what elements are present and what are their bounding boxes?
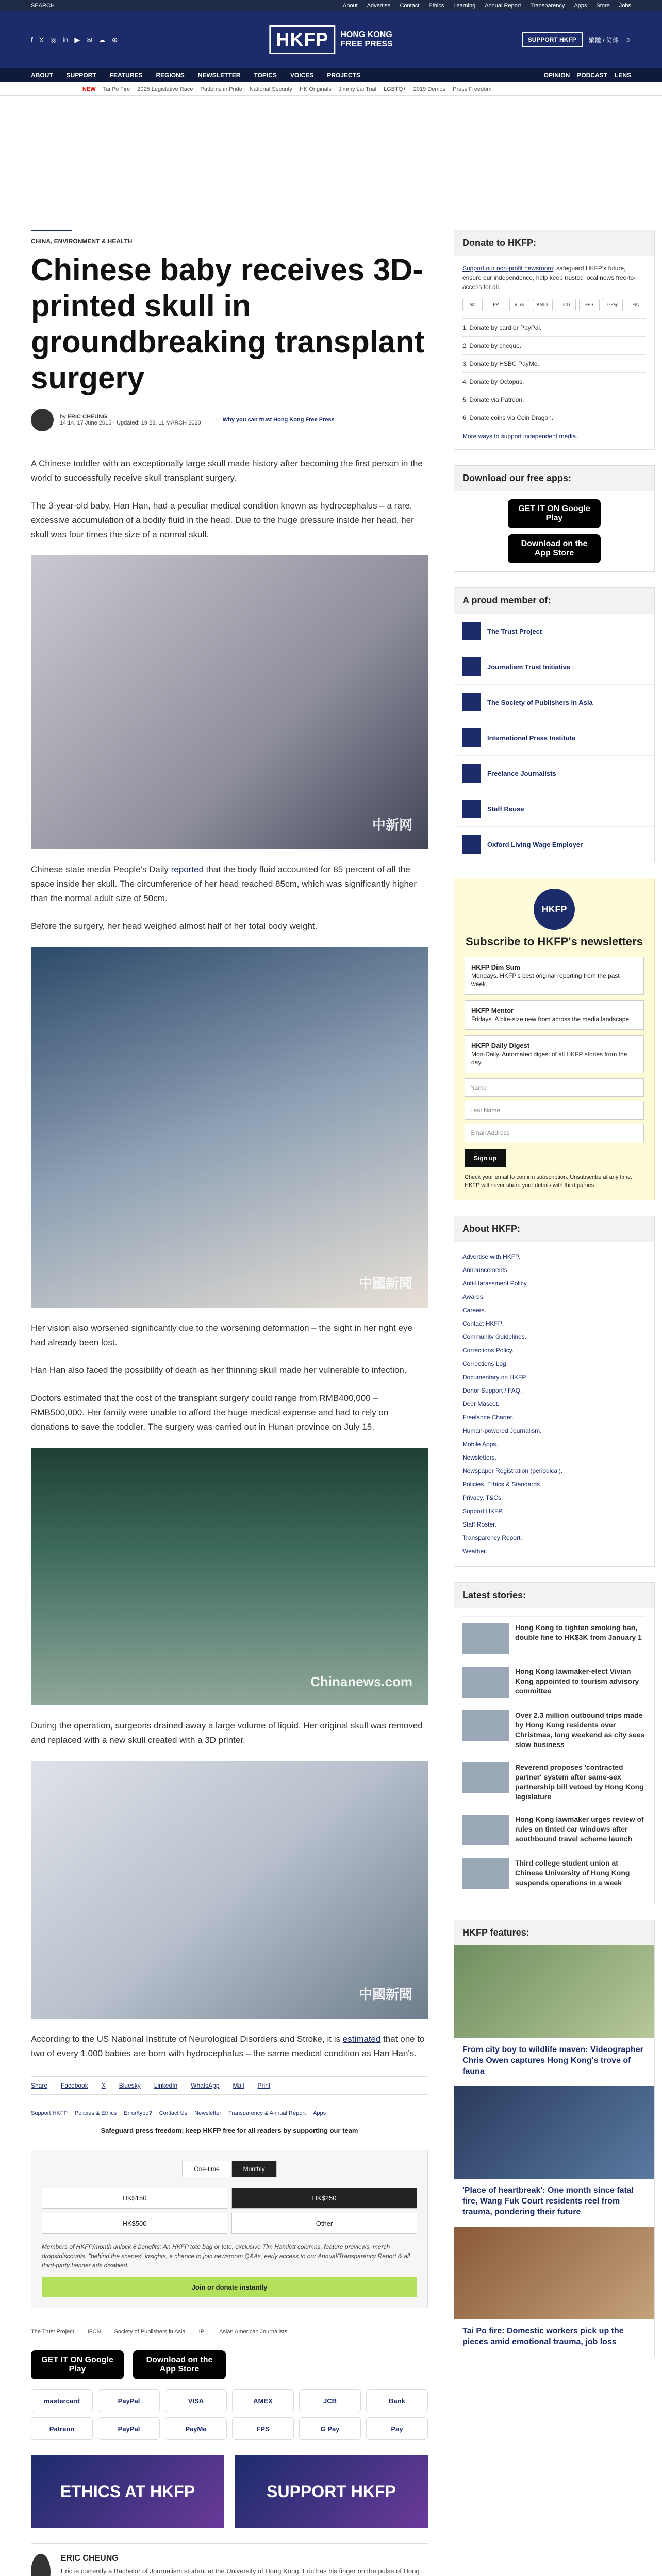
social-icons bbox=[31, 36, 118, 44]
option-desc: Fridays. A bite-size new from across the media landscape. bbox=[471, 1015, 631, 1023]
email-input[interactable]: Email Address bbox=[465, 1124, 644, 1142]
share-bluesky[interactable]: Bluesky bbox=[119, 2082, 141, 2089]
newsletter-signup bbox=[454, 878, 655, 1200]
amount-option[interactable]: HK$500 bbox=[42, 2213, 227, 2234]
story-title: Reverend proposes 'contracted partner' system after same-sex partnership bill vetoed by Hong Kong legislature bbox=[515, 1763, 644, 1801]
latest-story[interactable] bbox=[462, 1704, 646, 1756]
logo-line1: HONG KONG bbox=[340, 30, 392, 39]
story-title: Hong Kong lawmaker urges review of rules on tinted car windows after southbound travel scheme launch bbox=[515, 1815, 644, 1843]
paragraph: Her vision also worsened significantly due to the worsening deformation – the sight in her right eye had already been lost. bbox=[31, 1323, 412, 1347]
newsletter-title: Subscribe to HKFP's newsletters bbox=[466, 935, 643, 948]
members-sidebar-box bbox=[454, 587, 655, 862]
article-photo-baby bbox=[31, 555, 428, 849]
about-link[interactable]: Support HKFP. bbox=[462, 1507, 504, 1515]
story-thumbnail bbox=[462, 1762, 509, 1793]
top-link[interactable]: Apps bbox=[574, 3, 587, 9]
footer-link[interactable]: Error/typo? bbox=[124, 2110, 152, 2116]
member-name: Oxford Living Wage Employer bbox=[487, 840, 583, 849]
ethics-banner[interactable]: ETHICS AT HKFP bbox=[31, 2455, 224, 2528]
donate-step[interactable]: 5. Donate via Patreon. bbox=[462, 391, 646, 409]
about-link[interactable]: Weather. bbox=[462, 1548, 487, 1555]
paragraph-text: According to the US National Institute of Neurological Disorders and Stroke, it is bbox=[31, 2034, 343, 2044]
about-link[interactable]: Announcements. bbox=[462, 1266, 509, 1274]
member-icon bbox=[462, 693, 481, 711]
trending-item[interactable]: Jimmy Lai Trial bbox=[338, 86, 377, 92]
about-heading: About HKFP: bbox=[454, 1216, 654, 1242]
trending-item[interactable]: Patterns in Pride bbox=[200, 86, 242, 92]
nav-voices[interactable]: VOICES bbox=[290, 72, 314, 79]
payme-icon[interactable]: PayMe bbox=[165, 2417, 227, 2440]
article bbox=[31, 230, 428, 2576]
logo-line2: FREE PRESS bbox=[340, 40, 393, 48]
amex-icon[interactable]: AMEX bbox=[232, 2389, 294, 2412]
page-body bbox=[0, 230, 662, 2576]
payment-methods bbox=[31, 2389, 428, 2440]
latest-story[interactable] bbox=[462, 1756, 646, 1808]
donate-step[interactable]: 3. Donate by HSBC PayMe. bbox=[462, 354, 646, 372]
apple-pay-icon[interactable]: Pay bbox=[366, 2417, 428, 2440]
sidebar bbox=[454, 230, 655, 2576]
story-thumbnail bbox=[462, 1815, 509, 1845]
footer-link[interactable]: Support HKFP bbox=[31, 2110, 68, 2116]
author-box-name[interactable]: ERIC CHEUNG bbox=[60, 2554, 119, 2563]
app-store-badge[interactable]: Download on the App Store bbox=[133, 2350, 226, 2379]
apps-sidebar-box bbox=[454, 465, 655, 572]
last-name-input[interactable]: Last Name bbox=[465, 1101, 644, 1120]
amount-options bbox=[42, 2188, 417, 2234]
paypal-icon[interactable]: PayPal bbox=[98, 2389, 160, 2412]
option-desc: Mon-Daily. Automated digest of all HKFP stories from the day. bbox=[471, 1050, 627, 1066]
photo-watermark: 中國新聞 bbox=[358, 1987, 412, 2002]
feature-title[interactable]: 'Place of heartbreak': One month since fatal fire, Wang Fuk Court residents reel from trauma, pondering their future bbox=[462, 2186, 634, 2216]
share-label: Share bbox=[31, 2082, 48, 2089]
language-switch[interactable]: 繁體 / 简体 bbox=[588, 36, 619, 44]
author-avatar bbox=[31, 409, 54, 431]
reported-link[interactable]: reported bbox=[171, 865, 204, 874]
nav-podcast[interactable]: PODCAST bbox=[577, 72, 607, 79]
donate-step[interactable]: 6. Donate coins via Coin Dragon. bbox=[462, 409, 646, 427]
top-link[interactable]: Jobs bbox=[619, 3, 631, 9]
fps-icon[interactable]: FPS bbox=[579, 299, 599, 311]
feature-title[interactable]: Tai Po fire: Domestic workers pick up the pieces amid emotional trauma, job loss bbox=[462, 2327, 624, 2346]
top-link[interactable]: Ethics bbox=[428, 3, 444, 9]
top-link[interactable]: Store bbox=[596, 3, 610, 9]
main-nav bbox=[0, 68, 662, 82]
share-linkedin[interactable]: LinkedIn bbox=[154, 2082, 178, 2089]
features-box bbox=[454, 1920, 655, 2357]
article-category[interactable]: CHINA, ENVIRONMENT & HEALTH bbox=[31, 230, 72, 245]
apple-pay-icon[interactable]: Pay bbox=[626, 299, 646, 311]
nav-features[interactable]: FEATURES bbox=[109, 72, 143, 79]
about-link[interactable]: Newsletters. bbox=[462, 1454, 497, 1461]
photo-watermark: Chinanews.com bbox=[310, 1674, 412, 1689]
nav-opinion[interactable]: OPINION bbox=[543, 72, 570, 79]
instagram-icon[interactable]: ◎ bbox=[50, 35, 57, 44]
nav-support[interactable]: SUPPORT bbox=[66, 72, 96, 79]
about-link[interactable]: Mobile Apps. bbox=[462, 1440, 498, 1448]
paragraph-text: that the body fluid accounted for 85 percent of all the space inside her skull. The circumference of her head reached 85cm, which was significantly higher than the normal adult size of 50cm. bbox=[31, 865, 417, 903]
trending-item[interactable]: National Security bbox=[249, 86, 292, 92]
donate-steps bbox=[462, 318, 646, 427]
join-donate-button[interactable]: Join or donate instantly bbox=[42, 2277, 417, 2297]
top-link[interactable]: Contact bbox=[400, 3, 420, 9]
member-name: The Trust Project bbox=[487, 627, 542, 635]
paragraph: During the operation, surgeons drained away a large volume of liquid. Her original skull was removed and replaced with a new skull created with a 3D printer. bbox=[31, 1721, 423, 1745]
member-icon bbox=[462, 764, 481, 783]
paragraph: Before the surgery, her head weighed almost half of her total body weight. bbox=[31, 921, 318, 931]
paragraph bbox=[31, 862, 428, 906]
story-thumbnail bbox=[462, 1623, 509, 1654]
latest-heading: Latest stories: bbox=[454, 1583, 654, 1608]
about-link[interactable]: Anti-Harassment Policy. bbox=[462, 1280, 528, 1287]
member-logo[interactable] bbox=[454, 720, 654, 755]
latest-list bbox=[454, 1608, 654, 1904]
donate-sidebar-box bbox=[454, 230, 655, 450]
feature-image[interactable] bbox=[454, 1945, 654, 2038]
paragraph: Doctors estimated that the cost of the transplant surgery could range from RMB400,000 – RMB500,000. Her family were unable to afford the huge medical expense and had to rely on donations to save the toddler. The surgery was carried out in Hunan province on July 15. bbox=[31, 1393, 389, 1432]
trending-item[interactable]: HK Originals bbox=[299, 86, 332, 92]
paragraph: A Chinese toddler with an exceptionally large skull made history after becoming the first person in the world to successfully receive skull transplant surgery. bbox=[31, 459, 423, 483]
member-name: Freelance Journalists bbox=[487, 769, 556, 777]
story-thumbnail bbox=[462, 1710, 509, 1741]
article-photo-surgery bbox=[31, 1448, 428, 1705]
trending-item[interactable]: Tai Po Fire bbox=[103, 86, 130, 92]
author-box bbox=[31, 2543, 428, 2576]
story-title: Hong Kong to tighten smoking ban, double fine to HK$3K from January 1 bbox=[515, 1623, 642, 1641]
trending-bar bbox=[0, 82, 662, 96]
amount-option[interactable]: HK$150 bbox=[42, 2188, 227, 2209]
photo-watermark: 中國新聞 bbox=[358, 1276, 412, 1291]
member-name: Journalism Trust Initiative bbox=[487, 663, 571, 671]
byline bbox=[31, 409, 428, 443]
google-play-badge[interactable]: GET IT ON Google Play bbox=[508, 499, 601, 528]
feature-image[interactable] bbox=[454, 2086, 654, 2179]
account-icon[interactable]: ☺ bbox=[624, 36, 631, 43]
author-name[interactable]: ERIC CHEUNG bbox=[67, 414, 107, 420]
latest-story[interactable] bbox=[462, 1808, 646, 1852]
first-name-input[interactable]: Name bbox=[465, 1078, 644, 1097]
trending-item[interactable]: 2019 Demos bbox=[413, 86, 446, 92]
patreon-icon[interactable]: Patreon bbox=[31, 2417, 93, 2440]
bluesky-icon[interactable]: ☁ bbox=[98, 35, 106, 44]
paypal-icon[interactable]: PP bbox=[486, 299, 506, 311]
nav-about[interactable]: ABOUT bbox=[31, 72, 53, 79]
amount-option[interactable]: HK$250 bbox=[231, 2188, 417, 2209]
nav-regions[interactable]: REGIONS bbox=[156, 72, 185, 79]
photo-watermark: 中新网 bbox=[372, 817, 412, 833]
story-title: Hong Kong lawmaker-elect Vivian Kong appointed to tourism advisory committee bbox=[515, 1667, 639, 1695]
paragraph bbox=[31, 2032, 428, 2061]
members-heading: A proud member of: bbox=[454, 588, 654, 613]
paragraph-text: that one to two of every 1,000 babies are born with hydrocephalus – the same medical condition as Han Han's. bbox=[31, 2034, 425, 2058]
mastercard-icon[interactable]: mastercard bbox=[31, 2389, 93, 2412]
about-link[interactable]: Deer Mascot. bbox=[462, 1400, 500, 1408]
publish-dates: 14:14, 17 June 2015 · Updated: 19:28, 11 MARCH 2020 bbox=[60, 420, 201, 426]
logo-text bbox=[340, 30, 392, 49]
about-link[interactable]: Freelance Charter. bbox=[462, 1414, 514, 1421]
latest-stories-box bbox=[454, 1582, 655, 1904]
about-link[interactable]: Corrections Log. bbox=[462, 1360, 508, 1367]
about-link[interactable]: Awards. bbox=[462, 1293, 485, 1300]
bank-icon[interactable]: Bank bbox=[366, 2389, 428, 2412]
about-list bbox=[454, 1242, 654, 1566]
paragraph-text: Chinese state media People's Daily bbox=[31, 865, 171, 874]
site-header bbox=[0, 11, 662, 68]
nav-topics[interactable]: TOPICS bbox=[254, 72, 277, 79]
partner-logo[interactable]: IPI bbox=[198, 2329, 206, 2335]
paragraph: Han Han also faced the possibility of death as her thinning skull made her vulnerable to infection. bbox=[31, 1365, 407, 1375]
signup-button[interactable]: Sign up bbox=[465, 1149, 506, 1167]
footer-link[interactable]: Transparency & Annual Report bbox=[228, 2110, 306, 2116]
jcb-icon[interactable]: JCB bbox=[556, 299, 576, 311]
jcb-icon[interactable]: JCB bbox=[299, 2389, 361, 2412]
member-icon bbox=[462, 800, 481, 818]
feature-image[interactable] bbox=[454, 2227, 654, 2319]
donate-step[interactable]: 4. Donate by Octopus. bbox=[462, 372, 646, 391]
top-link[interactable]: About bbox=[342, 3, 358, 9]
story-thumbnail bbox=[462, 1858, 509, 1889]
support-hkfp-button[interactable]: SUPPORT HKFP bbox=[522, 32, 583, 47]
article-footer-links bbox=[31, 2110, 428, 2116]
promo-banners bbox=[31, 2455, 428, 2528]
newsletter-option[interactable] bbox=[465, 1035, 644, 1073]
partner-logo[interactable]: The Trust Project bbox=[31, 2329, 74, 2335]
about-link[interactable]: Transparency Report. bbox=[462, 1534, 522, 1541]
author-bio: Eric is currently a Bachelor of Journalism student at the University of Hong Kong. Eric has his finger on the pulse of Hong bbox=[60, 2567, 420, 2575]
member-icon bbox=[462, 728, 481, 747]
logo-mark: HKFP bbox=[269, 25, 335, 54]
about-link[interactable]: Careers. bbox=[462, 1307, 487, 1314]
about-link[interactable]: Privacy, T&Cs. bbox=[462, 1494, 503, 1501]
article-photo-recovery bbox=[31, 1761, 428, 2019]
about-link[interactable]: Newspaper Registration (periodical). bbox=[462, 1467, 563, 1475]
about-link[interactable]: Corrections Policy. bbox=[462, 1347, 514, 1354]
search-link[interactable]: SEARCH bbox=[31, 3, 55, 9]
donation-widget bbox=[31, 2150, 428, 2308]
article-photo-baby-head bbox=[31, 947, 428, 1308]
youtube-icon[interactable]: ▶ bbox=[74, 35, 80, 44]
latest-story[interactable] bbox=[462, 1616, 646, 1660]
x-icon[interactable]: X bbox=[39, 35, 44, 44]
nav-newsletter[interactable]: NEWSLETTER bbox=[197, 72, 241, 79]
visa-icon[interactable]: VISA bbox=[165, 2389, 227, 2412]
about-link[interactable]: Advertise with HKFP. bbox=[462, 1253, 520, 1260]
fps-icon[interactable]: FPS bbox=[232, 2417, 294, 2440]
safeguard-message: Safeguard press freedom; keep HKFP free for all readers by supporting our team bbox=[101, 2127, 358, 2134]
footer-link[interactable]: Contact Us bbox=[159, 2110, 188, 2116]
partner-logos bbox=[31, 2329, 428, 2335]
newsletter-option[interactable] bbox=[465, 957, 644, 995]
monthly-tab[interactable]: Monthly bbox=[231, 2161, 277, 2177]
member-name: Staff Reuse bbox=[487, 805, 524, 813]
trending-item[interactable]: Press Freedom bbox=[453, 86, 492, 92]
amount-option[interactable]: Other bbox=[231, 2213, 417, 2234]
member-icon bbox=[462, 622, 481, 640]
member-icon bbox=[462, 657, 481, 676]
paragraph: The 3-year-old baby, Han Han, had a peculiar medical condition known as hydrocephalus – a rare, excessive accumulation of a bodily fluid in the head. Due to the huge pressure inside her head, her skull was four times the size of a normal skull. bbox=[31, 501, 414, 539]
membership-note: Members of HKFP/month unlock 8 benefits: An HKFP tote bag or tote, exclusive Tim Hamlett columns, feature previews, merch drops/discounts, "behind the scenes" insights, a chance to join newsroom Q&As, early access to our Annual/Transparency Report & all third-party banner ads disabled. bbox=[42, 2243, 410, 2269]
nav-lens[interactable]: LENS bbox=[614, 72, 631, 79]
member-logo[interactable] bbox=[454, 826, 654, 862]
feature-title[interactable]: From city boy to wildlife maven: Videographer Chris Owen captures Hong Kong's trove of fauna bbox=[462, 2045, 643, 2076]
google-pay-icon[interactable]: GPay bbox=[603, 299, 623, 311]
latest-story[interactable] bbox=[462, 1660, 646, 1704]
support-banner[interactable]: SUPPORT HKFP bbox=[235, 2455, 428, 2528]
member-icon bbox=[462, 835, 481, 854]
story-title: Third college student union at Chinese University of Hong Kong suspends operations in a week bbox=[515, 1859, 630, 1887]
member-name: The Society of Publishers in Asia bbox=[487, 698, 593, 706]
top-link[interactable]: Annual Report bbox=[485, 3, 521, 9]
top-link[interactable]: Learning bbox=[453, 3, 476, 9]
one-time-tab[interactable]: One-time bbox=[182, 2161, 231, 2177]
mastercard-icon[interactable]: MC bbox=[462, 299, 483, 311]
footer-link[interactable]: Newsletter bbox=[194, 2110, 222, 2116]
donate-step[interactable]: 1. Donate by card or PayPal. bbox=[462, 318, 646, 336]
site-logo[interactable] bbox=[269, 25, 392, 54]
share-whatsapp[interactable]: WhatsApp bbox=[191, 2082, 220, 2089]
about-link[interactable]: Policies, Ethics & Standards. bbox=[462, 1481, 542, 1488]
member-logo[interactable] bbox=[454, 791, 654, 826]
features-heading: HKFP features: bbox=[454, 1920, 654, 1945]
apps-heading: Download our free apps: bbox=[454, 466, 654, 491]
partner-logo[interactable]: Society of Publishers in Asia bbox=[114, 2329, 186, 2335]
amex-icon[interactable]: AMEX bbox=[533, 299, 553, 311]
paypal-icon[interactable]: PayPal bbox=[98, 2417, 160, 2440]
member-logo[interactable] bbox=[454, 649, 654, 684]
about-sidebar-box bbox=[454, 1216, 655, 1567]
option-name: HKFP Mentor bbox=[471, 1007, 514, 1014]
estimated-link[interactable]: estimated bbox=[342, 2034, 381, 2044]
frequency-toggle bbox=[42, 2161, 417, 2177]
newsletter-note: Check your email to confirm subscription. Unsubscribe at any time. HKFP will never share your details with third parties. bbox=[465, 1174, 633, 1189]
option-desc: Mondays. HKFP's best original reporting from the past week. bbox=[471, 972, 620, 988]
app-store-badges bbox=[31, 2350, 428, 2379]
trust-link[interactable]: Why you can trust Hong Kong Free Press bbox=[222, 417, 335, 423]
sidebar-pay-icons bbox=[462, 299, 646, 311]
story-thumbnail bbox=[462, 1667, 509, 1698]
rss-icon[interactable]: ⊕ bbox=[111, 35, 118, 44]
google-play-badge[interactable]: GET IT ON Google Play bbox=[31, 2350, 124, 2379]
by-label: by bbox=[60, 414, 66, 420]
donate-text: ; safeguard HKFP's future, ensure our independence, help keep trusted local news free-to-access for all. bbox=[462, 265, 636, 291]
partner-logo[interactable]: Asian American Journalists bbox=[219, 2329, 288, 2335]
about-link[interactable]: Staff Roster. bbox=[462, 1521, 496, 1528]
donate-heading: Donate to HKFP: bbox=[454, 230, 654, 256]
share-mail[interactable]: Mail bbox=[233, 2082, 244, 2089]
member-logo[interactable] bbox=[454, 613, 654, 649]
new-badge: NEW bbox=[82, 86, 96, 92]
about-link[interactable]: Community Guidelines. bbox=[462, 1333, 527, 1341]
option-name: HKFP Dim Sum bbox=[471, 963, 521, 971]
about-link[interactable]: Contact HKFP. bbox=[462, 1320, 503, 1327]
about-link[interactable]: Donor Support / FAQ. bbox=[462, 1387, 522, 1394]
article-title: Chinese baby receives 3D-printed skull in groundbreaking transplant surgery bbox=[31, 252, 425, 395]
facebook-icon[interactable]: f bbox=[31, 35, 33, 44]
donate-step[interactable]: 2. Donate by cheque. bbox=[462, 336, 646, 354]
mail-icon[interactable]: ✉ bbox=[86, 35, 92, 44]
share-facebook[interactable]: Facebook bbox=[61, 2082, 88, 2089]
about-link[interactable]: Documentary on HKFP. bbox=[462, 1374, 527, 1381]
partner-logo[interactable]: IFCN bbox=[87, 2329, 101, 2335]
member-name: International Press Institute bbox=[487, 734, 576, 742]
share-print[interactable]: Print bbox=[257, 2082, 271, 2089]
newsletter-badge: HKFP bbox=[534, 889, 575, 930]
google-pay-icon[interactable]: G Pay bbox=[299, 2417, 361, 2440]
nav-projects[interactable]: PROJECTS bbox=[327, 72, 360, 79]
footer-link[interactable]: Policies & Ethics bbox=[74, 2110, 117, 2116]
linkedin-icon[interactable]: in bbox=[62, 35, 69, 44]
about-link[interactable]: Human-powered Journalism. bbox=[462, 1427, 542, 1434]
member-logo[interactable] bbox=[454, 684, 654, 720]
top-link[interactable]: Transparency bbox=[530, 3, 565, 9]
support-newsroom-link[interactable]: Support our non-profit newsroom bbox=[462, 265, 553, 272]
story-title: Over 2.3 million outbound trips made by Hong Kong residents over Christmas, long weekend as city sees slow business bbox=[515, 1711, 645, 1749]
author-avatar bbox=[31, 2554, 51, 2576]
latest-story[interactable] bbox=[462, 1852, 646, 1895]
member-logo[interactable] bbox=[454, 755, 654, 791]
app-store-badge[interactable]: Download on the App Store bbox=[508, 534, 601, 563]
top-utility-bar bbox=[0, 0, 662, 11]
option-name: HKFP Daily Digest bbox=[471, 1042, 530, 1049]
trending-item[interactable]: LGBTQ+ bbox=[384, 86, 406, 92]
share-bar bbox=[31, 2076, 428, 2095]
newsletter-option[interactable] bbox=[465, 1000, 644, 1030]
footer-link[interactable]: Apps bbox=[313, 2110, 326, 2116]
trending-item[interactable]: 2025 Legislative Race bbox=[137, 86, 193, 92]
top-link[interactable]: Advertise bbox=[367, 3, 391, 9]
more-ways-link[interactable]: More ways to support independent media. bbox=[462, 433, 578, 440]
visa-icon[interactable]: VISA bbox=[509, 299, 529, 311]
share-x[interactable]: X bbox=[101, 2082, 106, 2089]
